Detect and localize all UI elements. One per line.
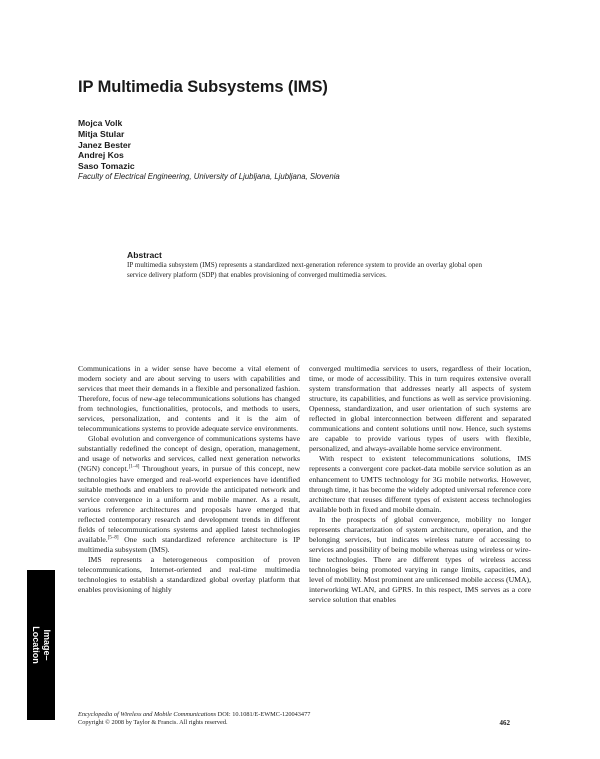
citation-ref: [1–4] (128, 464, 140, 470)
citation-ref: [5–8] (107, 535, 119, 541)
body-paragraph: With respect to existent telecommunications solutions, IMS represents a convergent core packet-data mobile service solution as an enhancement to UMTS technology for 3G mobile networks. However, through time, it has become the widely adopted universal reference core architecture that reuses different types of existent access technologies available both in fixed and mobile domain. (309, 454, 531, 514)
abstract-text: IP multimedia subsystem (IMS) represents a standardized next-generation reference system to provide an overlay global open service delivery platform (SDP) that enables provisioning of converged multimedia services. (127, 261, 482, 279)
author-name: Saso Tomazic (78, 161, 135, 172)
author-list (78, 118, 135, 172)
citation-line (78, 711, 510, 719)
body-paragraph: IMS represents a heterogeneous composition of proven telecommunications, Internet-oriented and real-time multimedia technologies to establish a standardized global overlay platform that enables provisioning of highly (78, 554, 300, 595)
paragraph-text: Global evolution and convergence of communications systems have substantially redefined the concept of design, operation, management, and usage of networks and services, called next generation networks (NGN) concept. (78, 434, 300, 474)
abstract-section (127, 250, 482, 280)
section-tab-label (30, 626, 52, 664)
copyright-line: Copyright © 2008 by Taylor & Francis. All rights reserved. (78, 719, 228, 727)
doi: DOI: 10.1081/E-EWMC-120043477 (216, 711, 311, 718)
paragraph-text: Throughout years, in pursue of this concept, new technologies have emerged and real-world experiences have identified suitable methods and enablers to provide the anticipated network and service convergence in a uniform and mobile manner. As a result, various reference architectures and proposals have emerged that reflected contemporary research and development trends in different fields of telecommunications systems and applied latest technologies available. (78, 464, 300, 544)
author-affiliation: Faculty of Electrical Engineering, University of Ljubljana, Ljubljana, Slovenia (78, 172, 340, 181)
body-paragraph: converged multimedia services to users, regardless of their location, time, or mode of accessibility. This in turn requires extensive overall system transformation that addresses nearly all aspects of system structure, its capabilities, and functions as well as service provisioning. Openness, standardization, and user orientation of such systems are reflected in global interconnection between different and separated communications and content solutions until now. Hence, such systems are capable to provide various types of users with flexible, personalized, and always-available home service environment. (309, 364, 531, 454)
section-tab-line: Location (31, 626, 41, 664)
page-number: 462 (499, 719, 510, 727)
journal-name: Encyclopedia of Wireless and Mobile Communications (78, 711, 217, 718)
page-footer (78, 711, 510, 728)
author-name: Mitja Stular (78, 128, 125, 139)
author-name: Janez Bester (78, 139, 132, 150)
author-name: Andrej Kos (78, 150, 124, 161)
abstract-heading: Abstract (127, 250, 162, 260)
body-paragraph (78, 434, 300, 555)
author-name: Mojca Volk (78, 118, 123, 128)
body-column-right (309, 364, 531, 605)
article-title: IP Multimedia Subsystems (IMS) (78, 78, 328, 96)
body-column-left (78, 364, 300, 595)
paragraph-text: One such standardized reference architecture is IP multimedia subsystem (IMS). (78, 534, 300, 554)
section-tab-line: Image– (42, 629, 52, 661)
body-paragraph: Communications in a wider sense have become a vital element of modern society and are about serving to users with capabilities and services that meet their demands in a flexible and personalized fashion. Therefore, focus of new-age telecommunications solutions has changed from technologies, functionalities, protocols, and methods to users, services, personalization, and contents and it is the aim of telecommunications systems to provide adequate service environments. (78, 364, 300, 434)
body-paragraph: In the prospects of global convergence, mobility no longer represents characterization of system architecture, operation, and the belonging services, but indicates wireless nature of accessing to services and possibility of being mobile whereas using wireless or wire-line technologies. There are different types of wireless access technologies being promoted varying in range limits, capacities, and level of mobility. Most prominent are unlicensed mobile access (UMA), interworking WLAN, and GPRS. In this respect, IMS serves as a core service solution that enables (309, 514, 531, 605)
